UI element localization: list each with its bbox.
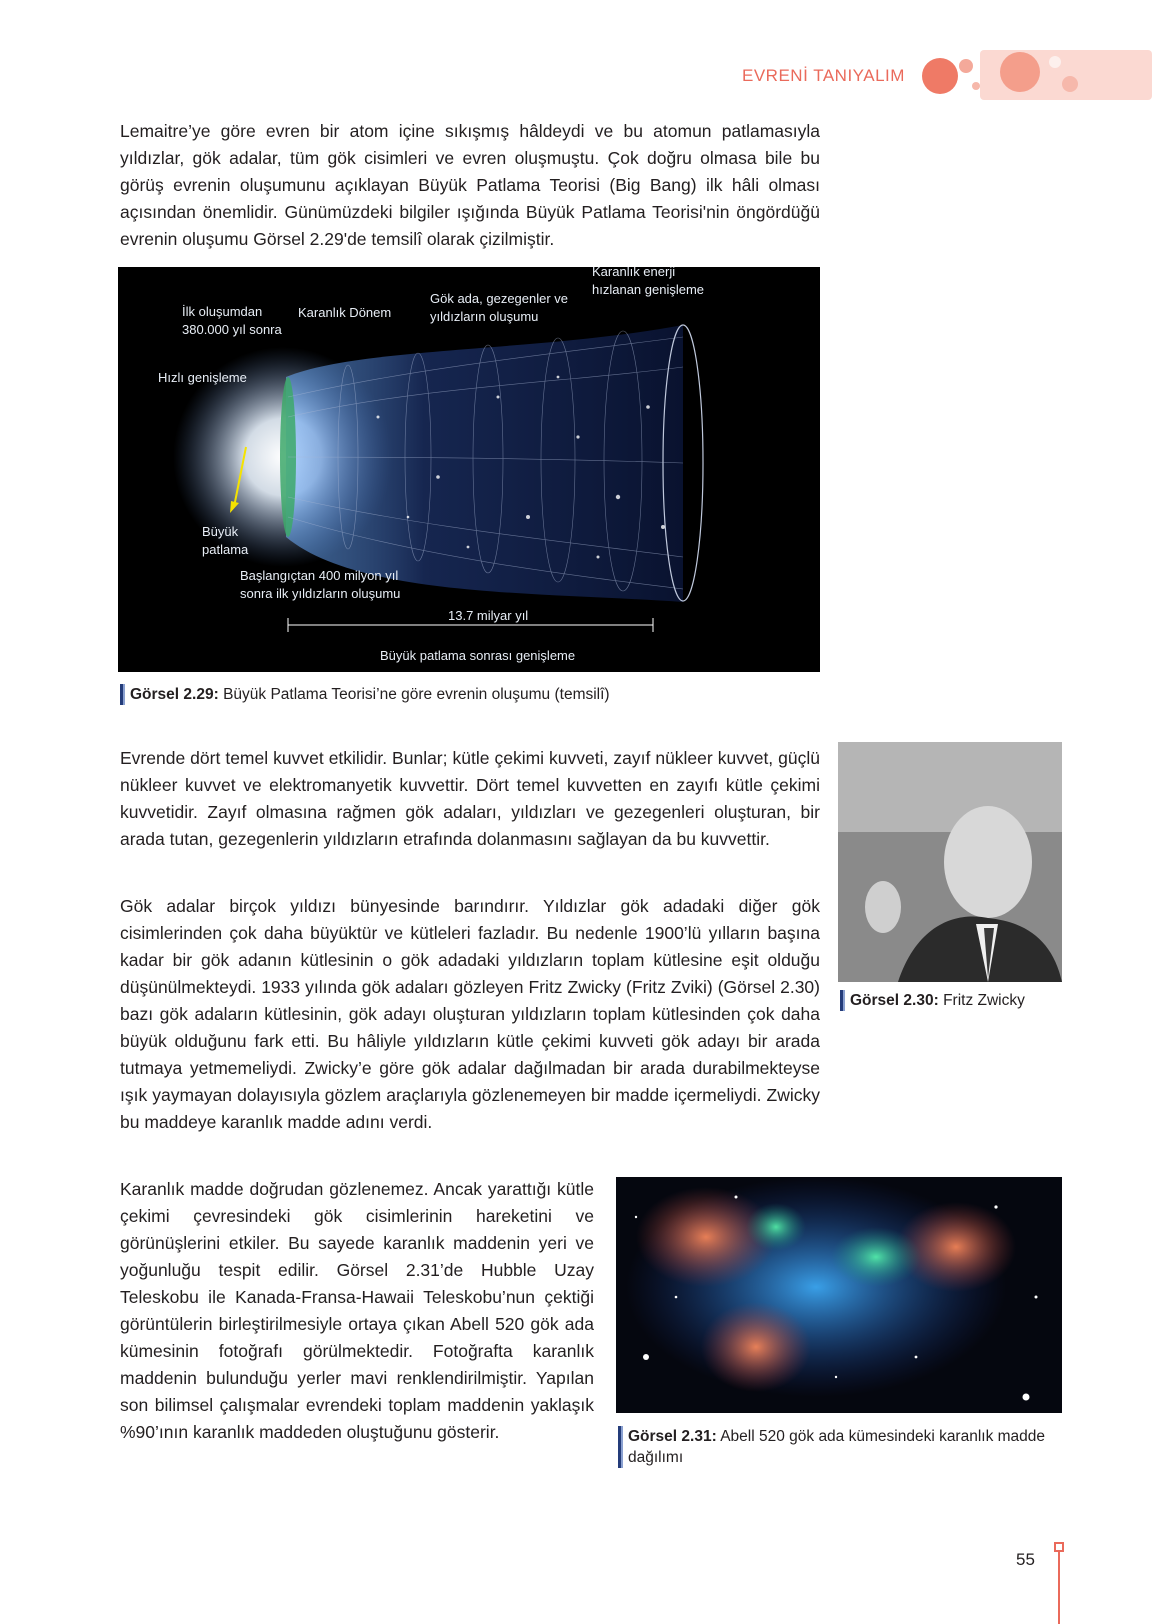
photo-abell-520 (616, 1177, 1062, 1413)
caption-label: Görsel 2.29: (130, 686, 219, 703)
page-marker-line (1058, 1552, 1060, 1624)
caption-label: Görsel 2.31: (628, 1428, 717, 1445)
paragraph-text: Karanlık madde doğrudan gözlenemez. Ancak yarattığı kütle çekimi çevresindeki gök cisimlerinin hareketini ve görünüşlerini etkiler. Bu sayede karanlık maddenin yeri ve yoğunluğu tespit edilir. Görsel 2.31’de Hubble Uzay Teleskobu ile Kanada-Fransa-Hawaii Teleskobu’nun çektiği görüntülerin birleştirilmesiyle ortaya çıkan Abell 520 gök ada kümesinin fotoğrafı görülmektedir. Fotoğrafta karanlık maddenin bulunduğu yerler mavi renklendirilmiştir. Yapılan son bilimsel çalışmalar evrendeki toplam maddenin yaklaşık %90’ının karanlık maddeden oluştuğunu gösterir. (120, 1179, 594, 1442)
caption-text: Büyük Patlama Teorisi’ne göre evrenin oluşumu (temsilî) (223, 686, 610, 703)
photo-fritz-zwicky (838, 742, 1062, 982)
caption-text: Fritz Zwicky (943, 992, 1025, 1009)
page-number: 55 (1016, 1550, 1035, 1569)
label-first-stars: Başlangıçtan 400 milyon yıl sonra ilk yıldızların oluşumu (240, 568, 401, 601)
caption-figure-229 (120, 684, 610, 705)
paragraph-text: Gök adalar birçok yıldızı bünyesinde barındırır. Yıldızlar gök adadaki diğer gök cisimlerinden çok daha büyüktür ve kütleleri fazladır. Bu nedenle 1900’lü yılların başına kadar bir gök adanın kütlesinin o gök adadaki yıldızların toplam kütlesine eşit olduğu düşünülmekteydi. 1933 yılında gök adaları gözleyen Fritz Zwicky (Fritz Zviki) (Görsel 2.30) bazı gök adaların kütlesinin, gök adayı oluşturan yıldızların toplam kütlesinden çok daha büyük olduğunu fark etti. Bu hâliyle yıldızların kütle çekimi kuvveti gök adayı bir arada tutmaya yetmemeliydi. Zwicky’e göre gök adalar dağılmadan bir arada durabilmekteyse ışık yaymayan dolayısıyla gözlem araçlarıyla gözlenemeyen bir madde içermeliydi. Zwicky bu maddeye karanlık madde adını verdi. (120, 896, 820, 1132)
label-galaxy-formation: Gök ada, gezegenler ve yıldızların oluşumu (430, 291, 569, 324)
galaxy-cluster-image (616, 1177, 1062, 1413)
label-dark-energy: Karanlık enerji hızlanan genişleme (592, 267, 705, 297)
caption-figure-230 (840, 990, 1025, 1011)
label-first-formation: İlk oluşumdan 380.000 yıl sonra (182, 304, 282, 337)
portrait-image (838, 742, 1062, 982)
label-big-bang: Büyük patlama (202, 524, 249, 557)
label-timespan: 13.7 milyar yıl (448, 608, 529, 623)
header-decoration (920, 48, 1152, 104)
caption-text: Abell 520 gök ada kümesindeki karanlık madde dağılımı (628, 1428, 1046, 1466)
label-expansion: Büyük patlama sonrası genişleme (380, 648, 576, 663)
paragraph-zwicky (120, 893, 820, 1136)
section-title: EVRENİ TANIYALIM (742, 66, 905, 85)
label-rapid-expansion: Hızlı genişleme (158, 370, 247, 385)
label-dark-age: Karanlık Dönem (298, 305, 392, 320)
paragraph-forces (120, 745, 820, 853)
page-marker-icon (1054, 1542, 1064, 1552)
header-circles-icon (920, 48, 1152, 104)
paragraph-text: Lemaitre’ye göre evren bir atom içine sıkışmış hâldeydi ve bu atomun patlamasıyla yıldızlar, gök adalar, tüm gök cisimleri ve evren oluşmuştu. Çok doğru olmasa bile bu görüş evrenin oluşumunu açıklayan Büyük Patlama Teorisi (Big Bang) ilk hâli olması açısından önemlidir. Günümüzdeki bilgiler ışığında Büyük Patlama Teorisi'nin öngördüğü evrenin oluşumu Görsel 2.29'de temsilî olarak çizilmiştir. (120, 121, 820, 249)
paragraph-lemaitre (120, 118, 820, 253)
figure-big-bang (118, 267, 820, 672)
caption-figure-231 (618, 1426, 1068, 1468)
paragraph-dark-matter (120, 1176, 594, 1446)
caption-label: Görsel 2.30: (850, 992, 939, 1009)
paragraph-text: Evrende dört temel kuvvet etkilidir. Bunlar; kütle çekimi kuvveti, zayıf nükleer kuvvet, güçlü nükleer kuvvet ve elektromanyetik kuvvettir. Dört temel kuvvetten en zayıfı kütle çekimi kuvvetidir. Zayıf olmasına rağmen gök adaları, yıldızları ve gezegenleri oluşturan, bir arada tutan, gezegenlerin yıldızların etrafında dolanmasını sağlayan da bu kuvvettir. (120, 748, 820, 849)
